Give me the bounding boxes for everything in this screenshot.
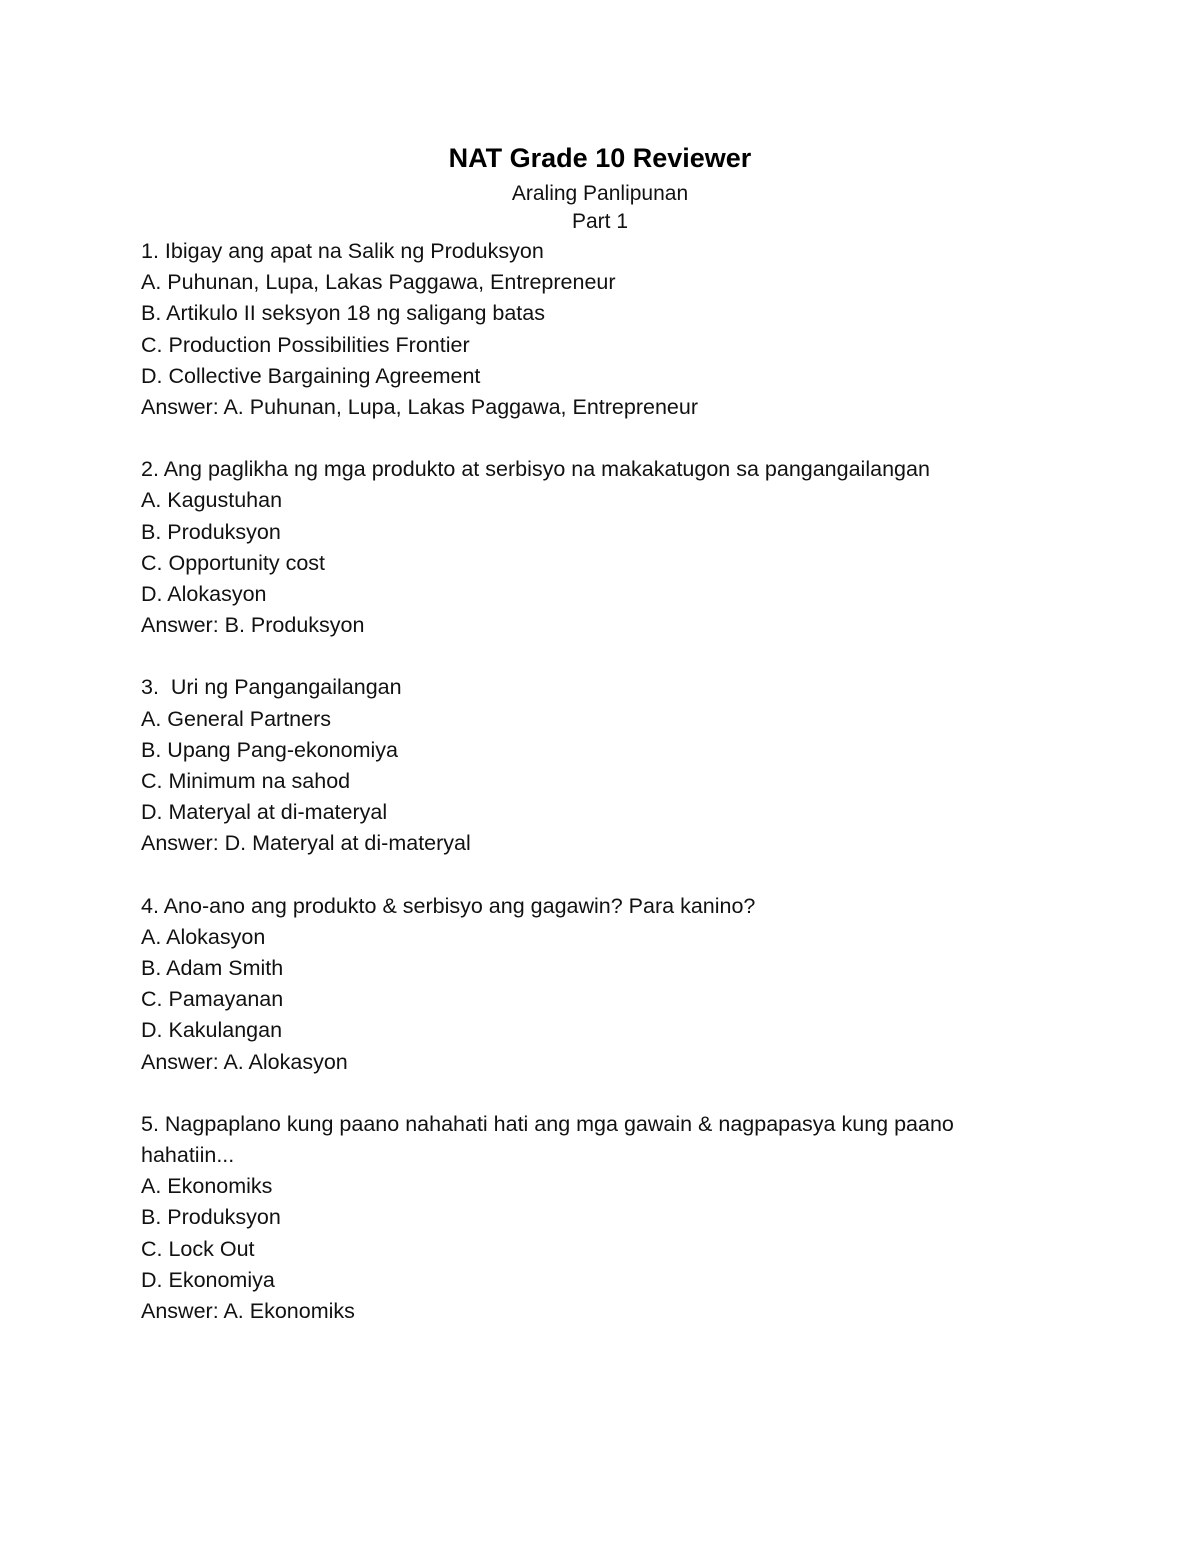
answer-line: Answer: A. Puhunan, Lupa, Lakas Paggawa, Entrepreneur xyxy=(141,395,698,420)
question-list xyxy=(141,236,1061,1358)
question-text: 2. Ang paglikha ng mga produkto at serbisyo na makakatugon sa pangangailangan xyxy=(141,457,930,482)
option-a: A. General Partners xyxy=(141,706,332,731)
option-a: A. Ekonomiks xyxy=(141,1174,273,1199)
answer-line: Answer: D. Materyal at di-materyal xyxy=(141,831,471,856)
option-a: A. Kagustuhan xyxy=(141,488,283,513)
option-b: B. Produksyon xyxy=(141,1205,281,1230)
option-a: A. Puhunan, Lupa, Lakas Paggawa, Entrepreneur xyxy=(141,270,616,295)
answer-line: Answer: A. Ekonomiks xyxy=(141,1299,355,1324)
option-c: C. Production Possibilities Frontier xyxy=(141,332,470,357)
option-b: B. Upang Pang-ekonomiya xyxy=(141,737,398,762)
option-d: D. Materyal at di-materyal xyxy=(141,800,388,825)
question-text: 3. Uri ng Pangangailangan xyxy=(141,675,402,700)
option-d: D. Alokasyon xyxy=(141,582,267,607)
document-title: NAT Grade 10 Reviewer xyxy=(448,143,752,173)
answer-line: Answer: B. Produksyon xyxy=(141,613,365,638)
question-text: 5. Nagpaplano kung paano nahahati hati ang mga gawain & nagpapasya kung paano xyxy=(141,1111,954,1136)
option-c: C. Opportunity cost xyxy=(141,550,326,575)
question-block-2 xyxy=(141,454,1061,641)
option-c: C. Minimum na sahod xyxy=(141,769,351,794)
question-block-1 xyxy=(141,236,1061,423)
option-b: B. Adam Smith xyxy=(141,956,284,981)
question-text: 1. Ibigay ang apat na Salik ng Produksyon xyxy=(141,239,544,263)
question-block-4 xyxy=(141,891,1061,1078)
question-block-5 xyxy=(141,1109,1061,1327)
option-c: C. Pamayanan xyxy=(141,987,284,1012)
option-b: B. Artikulo II seksyon 18 ng saligang batas xyxy=(141,301,545,326)
answer-line: Answer: A. Alokasyon xyxy=(141,1049,348,1074)
option-d: D. Collective Bargaining Agreement xyxy=(141,363,481,388)
option-b: B. Produksyon xyxy=(141,519,281,544)
option-a: A. Alokasyon xyxy=(141,924,266,949)
question-text-continued: hahatiin... xyxy=(141,1143,235,1168)
part-heading: Part 1 xyxy=(571,210,629,233)
subject-heading: Araling Panlipunan xyxy=(511,182,689,205)
question-block-3 xyxy=(141,672,1061,859)
option-d: D. Kakulangan xyxy=(141,1018,283,1043)
option-d: D. Ekonomiya xyxy=(141,1267,275,1292)
option-c: C. Lock Out xyxy=(141,1236,255,1261)
question-text: 4. Ano-ano ang produkto & serbisyo ang gagawin? Para kanino? xyxy=(141,893,756,918)
